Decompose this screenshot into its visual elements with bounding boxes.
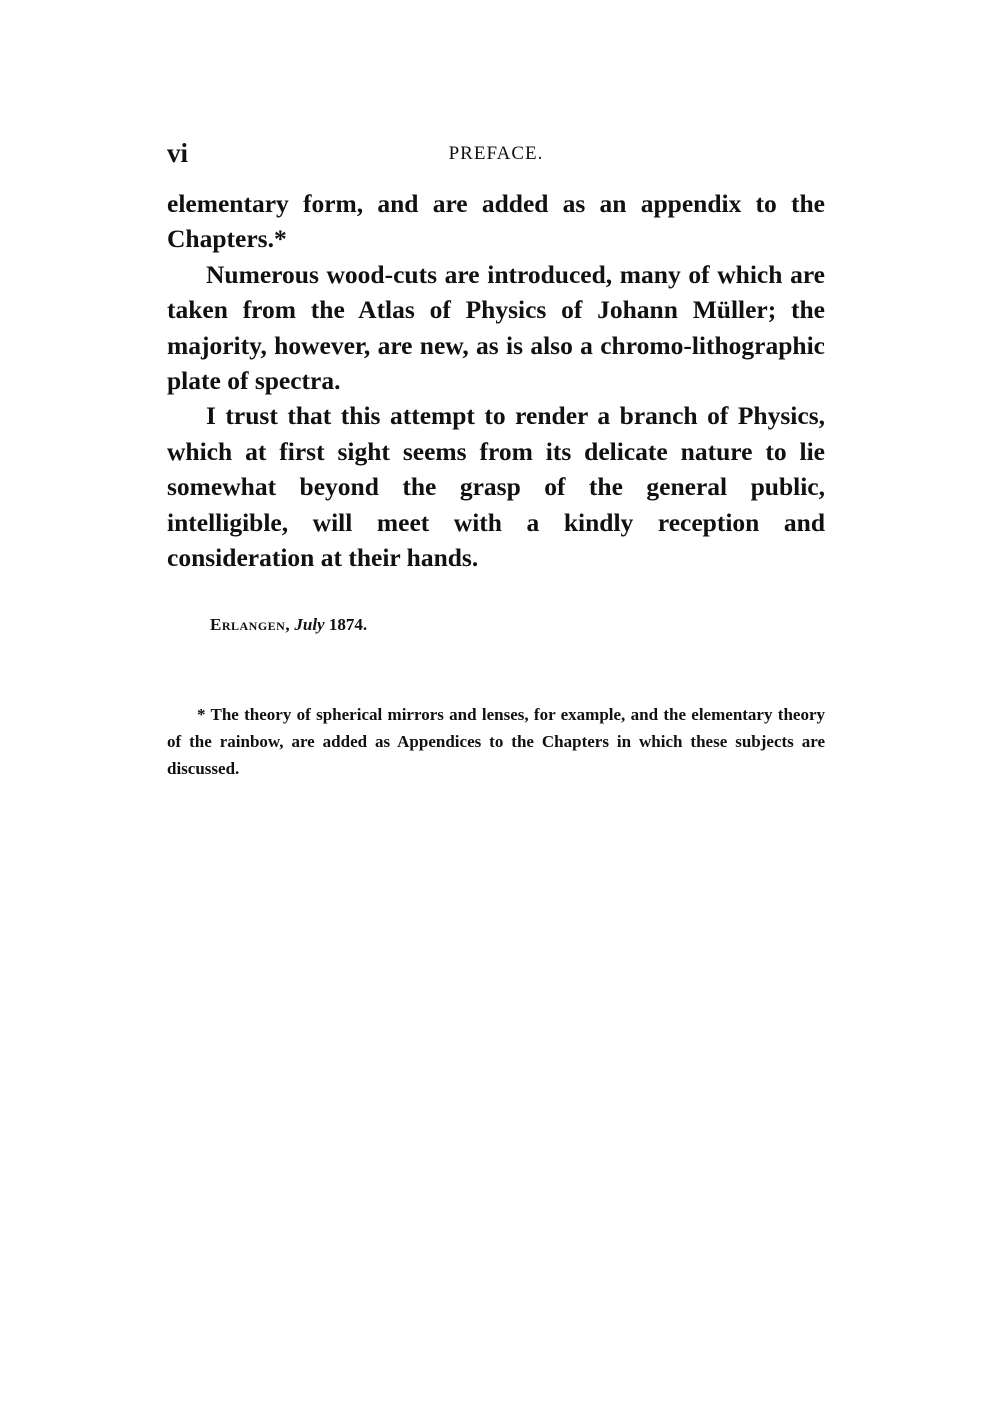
signature-year: 1874. — [328, 615, 368, 634]
body-text — [167, 186, 825, 575]
signature-month: July — [294, 615, 325, 634]
running-head-title: PREFACE. — [448, 143, 544, 164]
paragraph-woodcuts: Numerous wood-cuts are introduced, many of which are taken from the Atlas of Physics of Johann Müller; the majority, however, are new, as is also a chromo-lithographic plate of spectra. — [167, 259, 825, 396]
page-number: vi — [167, 138, 189, 168]
running-head — [167, 138, 825, 168]
footnote: * The theory of spherical mirrors and lenses, for example, and the elementary theory of the rainbow, are added as Appendices to the Chapters in which these subjects are discussed. — [167, 705, 825, 778]
signature-place: Erlangen, — [210, 615, 291, 634]
paragraph-continuation: elementary form, and are added as an appendix to the Chapters.* — [167, 189, 825, 254]
signature-line — [210, 612, 367, 638]
paragraph-closing: I trust that this attempt to render a branch of Physics, which at first sight seems from its delicate nature to lie somewhat beyond the grasp of the general public, intelligible, will meet with a kindly reception and consideration at their hands. — [167, 401, 825, 573]
